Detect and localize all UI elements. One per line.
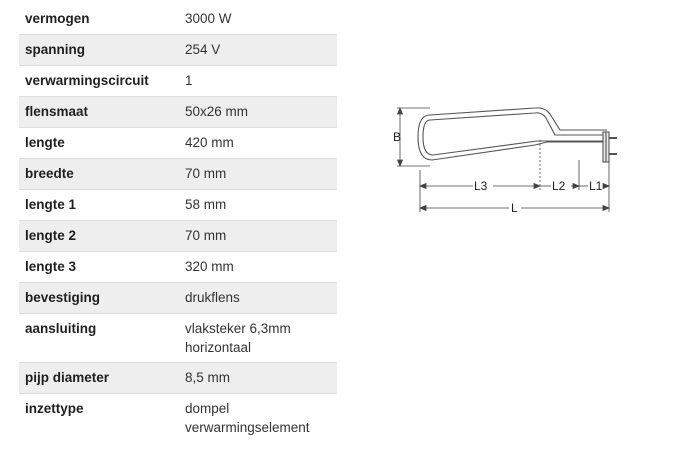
- spec-value: [185, 283, 337, 314]
- spec-label: spanning: [19, 35, 185, 66]
- spec-value: [185, 128, 337, 159]
- spec-label: verwarmingscircuit: [19, 66, 185, 97]
- spec-value-line: 70 mm: [185, 228, 227, 243]
- arrow-icon: [398, 108, 403, 114]
- tube-inner-upper: [430, 113, 607, 135]
- spec-value-line: horizontaal: [185, 340, 252, 355]
- dim-label-l2: L2: [552, 179, 566, 193]
- arrow-icon: [398, 160, 403, 166]
- dim-label-b: B: [393, 130, 402, 144]
- spec-row-vermogen: [19, 4, 337, 35]
- spec-value-line: 320 mm: [185, 259, 234, 274]
- spec-value-line: verwarmingselement: [185, 420, 310, 435]
- spec-label: lengte 2: [19, 221, 185, 252]
- dim-label-l3: L3: [474, 179, 488, 193]
- spec-value: [185, 159, 337, 190]
- spec-row-lengte-2: [19, 221, 337, 252]
- spec-label: bevestiging: [19, 283, 185, 314]
- spec-label: lengte 1: [19, 190, 185, 221]
- spec-value: [185, 252, 337, 283]
- arrow-icon: [603, 206, 609, 211]
- spec-row-breedte: [19, 159, 337, 190]
- spec-value: [185, 4, 337, 35]
- spec-label: vermogen: [19, 4, 185, 35]
- spec-value-line: 58 mm: [185, 197, 227, 212]
- tube-inner-lower: [423, 120, 607, 155]
- spec-row-aansluiting: [19, 314, 337, 363]
- spec-value: [185, 97, 337, 128]
- arrow-icon: [420, 184, 426, 189]
- spec-label: lengte 3: [19, 252, 185, 283]
- spec-value-line: 50x26 mm: [185, 104, 249, 119]
- spec-row-lengte-3: [19, 252, 337, 283]
- spec-value-line: 8,5 mm: [185, 370, 231, 385]
- spec-value: [185, 221, 337, 252]
- spec-value: [185, 66, 337, 97]
- spec-row-spanning: [19, 35, 337, 66]
- spec-row-verwarmingscircuit: [19, 66, 337, 97]
- spec-label: pijp diameter: [19, 363, 185, 394]
- spec-row-lengte-1: [19, 190, 337, 221]
- spec-value: [185, 363, 337, 394]
- spec-value: [185, 394, 337, 443]
- tube-outer-upper: [430, 108, 607, 130]
- spec-value-line: 3000 W: [185, 11, 232, 26]
- dim-label-l1: L1: [589, 179, 603, 193]
- spec-label: breedte: [19, 159, 185, 190]
- spec-label: inzettype: [25, 401, 84, 416]
- spec-row-inzettype: [19, 394, 337, 443]
- spec-label: flensmaat: [19, 97, 185, 128]
- spec-value: [185, 35, 337, 66]
- spec-value-line: 1: [185, 73, 193, 88]
- heating-element-drawing: [418, 108, 617, 162]
- spec-value: [185, 314, 337, 363]
- spec-label: aansluiting: [19, 314, 185, 363]
- arrow-icon: [603, 184, 609, 189]
- arrow-icon: [573, 184, 579, 189]
- spec-value-line: vlaksteker 6,3mm: [185, 321, 291, 336]
- spec-row-bevestiging: [19, 283, 337, 314]
- arrow-icon: [534, 184, 540, 189]
- spec-row-pijp-diameter: [19, 363, 337, 394]
- spec-label: lengte: [19, 128, 185, 159]
- dim-label-l: L: [511, 201, 518, 215]
- arrow-icon: [420, 206, 426, 211]
- heating-element-diagram: [385, 100, 625, 220]
- spec-row-lengte: [19, 128, 337, 159]
- spec-value-line: 254 V: [185, 42, 221, 57]
- spec-value-line: drukflens: [185, 290, 240, 305]
- spec-value-line: 420 mm: [185, 135, 234, 150]
- spec-value-line: dompel: [185, 401, 230, 416]
- spec-value: [185, 190, 337, 221]
- spec-row-flensmaat: [19, 97, 337, 128]
- specification-table: [19, 4, 337, 442]
- spec-value-line: 70 mm: [185, 166, 227, 181]
